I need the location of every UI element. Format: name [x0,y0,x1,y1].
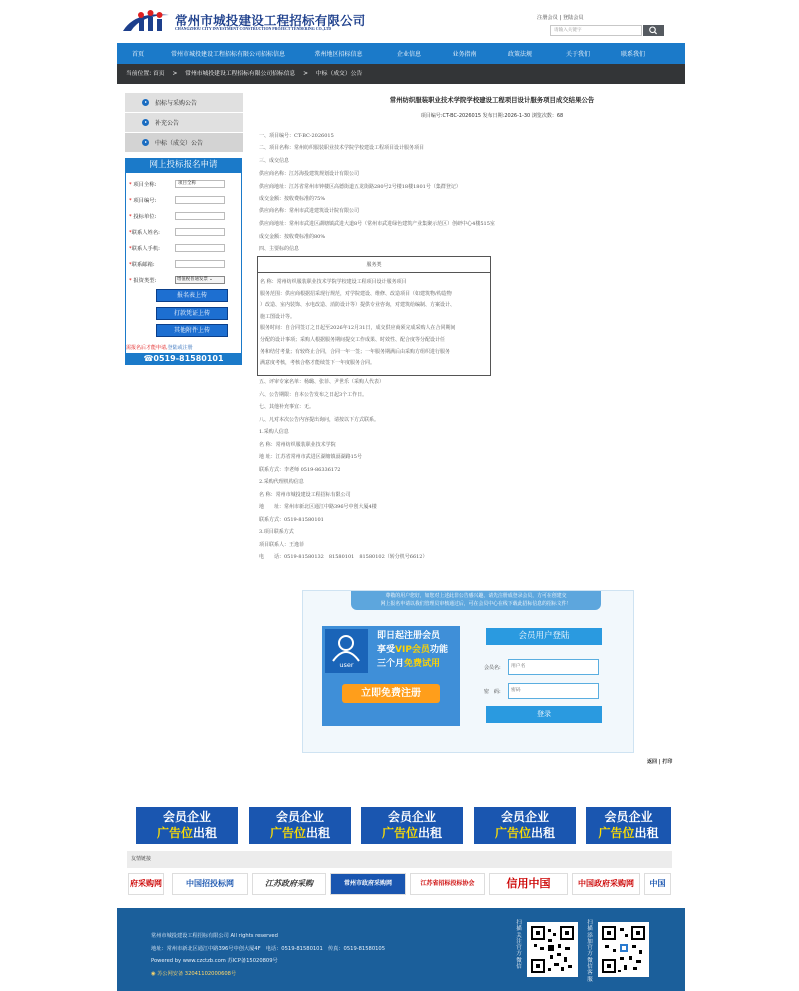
field-label: * 项目全称: [129,182,157,188]
table-cell: 名 称：常州纺织服装职业技术学院学校建设工程项目设计服务项目 服务范围：供应商根据招采现行规范，对学院建设、维修、改造项目（如建筑物/构造物 ）改造、室内装饰、水电改造、消防设计等）提供专业咨询，对建筑给编制、方案设计、 施工图设计等。 服务时间：自合同签订之日起至2026年12月31日，成交供应商须完成采购人在合同期间 分配的设计事项；采购人根据服务期间提交工作成果、时效性、配合度等分配设计任 务和结付考量；有较终止合同，合同一年一签；一年服务期满后由采购方组织进行服务 满意度考核，考核合格才能续签下一年度服务合同。 [260,279,456,367]
login-button[interactable]: 登录 [486,706,602,723]
friend-links-header: 友情链接 [127,851,672,868]
brand-name: 常州市城投建设工程招标有限公司 [175,13,366,28]
article-line: 七、其他补充事宜：无。 [259,404,315,410]
article-line: 四、主要标的信息 [259,246,300,252]
back-print-links: 返回 | 打印 [647,759,673,765]
friend-link-logo[interactable]: 府采购网 [128,873,164,895]
upload-payment-button[interactable]: 打款凭证上传 [156,307,228,320]
nav-policies[interactable]: 政策法规 [507,51,532,58]
article-line: 供应商地址：江苏省常州市钟楼区高德街道五龙街路280号2号楼18楼1801号（集群登记） [259,184,461,190]
member-links [537,14,584,21]
article-line: 五、评审专家名单：杨璐、张菲、尹世乐（采购人代表） [259,379,385,385]
ad-banner[interactable]: 会员企业 广告位出租 [136,807,238,844]
field-label: * 投标单位: [129,214,157,220]
ad-banner[interactable]: 会员企业 广告位出租 [249,807,351,844]
article-line: 地 址：常州市新北区通江中路396号中创大厦4楼 [259,504,377,510]
breadcrumb-label: 当前位置: [126,71,152,77]
field-label: * 报资类型: [129,278,157,284]
breadcrumb-separator: > [172,71,178,77]
article-line: 供应商名称：常州市武进建筑设计院有限公司 [259,208,360,214]
bidder-input[interactable] [175,212,225,220]
breadcrumb-item-award-notice[interactable]: 中标（成交）公告 [315,71,363,77]
company-logo-icon[interactable] [121,9,171,33]
qr-caption: 扫描添加官方微信客服 [587,920,593,983]
nav-about-us[interactable]: 关于我们 [565,51,590,58]
login-link[interactable]: 登陆会员 [562,15,584,21]
friend-link-logo[interactable]: 信用中国 [489,873,568,895]
nav-enterprise-info[interactable]: 企业信息 [396,51,421,58]
project-number-input[interactable] [175,196,225,204]
back-link[interactable]: 返回 [647,759,658,765]
field-label: *联系人姓名: [129,230,160,236]
wechat-service-qr-icon [598,922,649,977]
breadcrumb [117,64,685,84]
vip-promo-banner [322,626,460,726]
sidebar [125,93,243,363]
qr-caption: 扫描关注官方微信 [516,920,522,971]
friend-link-logo[interactable]: 常州市政府采购网 [330,873,406,895]
arrow-circle-icon [142,119,149,126]
online-registration-panel [125,158,242,354]
search-icon [643,25,664,36]
hotline-number: 0519-81580101 [153,354,224,363]
breadcrumb-item-company-tenders[interactable]: 常州市城投建设工程招标有限公司招标信息 [185,71,296,77]
article-line: 成交金额：按收费标准的80% [259,234,326,240]
link-separator: | [559,15,562,21]
login-title: 会员用户登陆 [486,628,602,645]
nav-business-guide[interactable]: 业务指南 [452,51,477,58]
password-label: 密 码: [484,689,501,695]
friend-link-logo[interactable]: 江苏政府采购 [252,873,326,895]
article-line: 八、凡对本次公告内容提出询问，请按以下方式联系。 [259,417,380,423]
article-line: 三、成交信息 [259,158,290,164]
footer-address: 地址：常州市新北区通江中路396号中创大厦4F 电话：0519-81580101 传真：0519-81580105 [151,946,386,952]
arrow-circle-icon [142,139,149,146]
project-name-input[interactable]: 项目全称 [175,180,225,188]
site-footer [117,908,685,991]
article-line: 1.采购人信息 [259,429,289,435]
police-record[interactable]: ◉ 苏公网安备 32041102000608号 [151,971,237,977]
login-or-register-link[interactable]: 登陆或注册 [167,345,193,351]
article-line: 电 话：0519-81580132 81580101 81580102（转分机号6612） [259,554,428,560]
article-line: 二、项目名称：常州纺织服装职业技术学院学校建设工程项目设计服务项目 [259,145,425,151]
sidebar-item-award-notice[interactable] [125,133,243,152]
ad-banner[interactable]: 会员企业 广告位出租 [361,807,463,844]
article-meta: 项目编号:CT-BC-2026015 发布日期:2026-1-30 浏览次数：68 [420,113,564,119]
sidebar-item-label: 补充公告 [155,120,180,127]
ad-banner[interactable]: 会员企业 广告位出租 [474,807,576,844]
username-label: 会员名: [484,665,501,671]
friend-link-logo[interactable]: 中国政府采购网 [572,873,640,895]
breadcrumb-item-home[interactable]: 首页 [153,71,165,77]
field-label: *联系人手机: [129,246,160,252]
contact-phone-input[interactable] [175,244,225,252]
search-button[interactable] [643,25,664,36]
article-line: 成交金额：按收费标准的75% [259,196,326,202]
page-title: 常州纺织服装职业技术学院学校建设工程项目设计服务项目成交结果公告 [389,96,595,104]
field-label: * 项目编号: [129,198,157,204]
service-info-table [257,256,491,376]
table-header: 服务类 [258,257,490,273]
friend-link-logo[interactable]: 江苏省招标投标协会 [410,873,485,895]
nav-company-tenders[interactable]: 常州市城投建设工程招标有限公司招标信息 [170,51,285,58]
sidebar-item-tender-notice[interactable] [125,93,243,112]
wechat-official-qr-icon [527,922,578,977]
arrow-circle-icon [142,99,149,106]
user-icon-caption: user [339,661,354,669]
member-login-box [302,590,634,753]
sidebar-item-supplementary-notice[interactable] [125,113,243,132]
nav-contact-us[interactable]: 联系我们 [620,51,645,58]
main-nav [117,43,685,64]
user-icon [325,629,368,673]
chevron-down-icon: ⌄ [209,277,213,282]
nav-local-tenders[interactable]: 常州地区招标信息 [314,51,363,58]
article-line: 3.项目联系方式 [259,529,294,535]
site-header [117,0,685,42]
upload-attachments-button[interactable]: 其他附件上传 [156,324,228,337]
nav-home[interactable]: 首页 [131,51,144,58]
username-input[interactable]: 用户名 [508,659,599,675]
register-link[interactable]: 注册会员 [537,15,558,21]
login-tip: 尊敬的用户您好，如您对上述此非公告感兴趣，请先注册成登录会员，方可在创建交 网上报名申请以我们管理员审核通过后，可在会员中心在线下载此招标信息的招标文件！ [351,591,601,610]
field-label: *联系邮箱: [129,262,155,268]
print-link[interactable]: 打印 [662,759,673,765]
contact-name-input[interactable] [175,228,225,236]
upload-form-button[interactable]: 报名表上传 [156,289,228,302]
article-line: 联系方式：0519-81580101 [259,517,324,523]
phone-icon: ☎ [143,354,154,363]
article-line: 地 址：江苏省常州市武进区湖塘镇滆湖路15号 [259,454,362,460]
article-line: 供应商名称：江苏海投建筑规划设计有限公司 [259,171,360,177]
police-badge-icon: ◉ [151,971,156,977]
article-line: 项目联系人：王逸菲 [259,542,305,548]
registration-title: 网上投标报名申请 [126,158,241,173]
search-input[interactable]: 请输入关键字 [550,25,642,36]
article-line: 联系方式：李老师 0519-86336172 [259,467,341,473]
sidebar-item-label: 招标与采购公告 [155,100,198,107]
friend-link-logo[interactable]: 中国 [644,873,671,895]
article-line: 名 称：常州市城投建设工程招标有限公司 [259,492,351,498]
password-input[interactable]: 密码 [508,683,599,699]
vip-promo-text: 即日起注册会员 享受VIP会员功能 三个月免费试用 [377,631,448,669]
article-line: 一、项目编号：CT-BC-2026015 [259,133,334,139]
breadcrumb-separator: > [303,71,309,77]
icp-record[interactable]: Powered by www.czctzb.com 苏ICP备15020809号 [151,958,278,964]
article-line: 名 称：常州纺织服装职业技术学院 [259,442,336,448]
article-line: 2.采购代理机构信息 [259,479,304,485]
contact-email-input[interactable] [175,260,225,268]
article-line: 供应商地址：常州市武进区湖塘镇武进大道8号（常州市武进绿色建筑产业集聚示范区）创研中心4楼515室 [259,221,495,227]
ad-banner[interactable]: 会员企业 广告位出租 [586,807,671,844]
invoice-type-select[interactable]: 增值税普通发票 ⌄ [175,276,225,284]
login-required-note: 需报名后才能申请,登陆或注册 [126,345,193,351]
brand-name-english: CHANGZHOU CITY INVESTMENT CONSTRUCTION PROJECT TENDERING CO.,LTD [175,27,332,31]
friend-link-logo[interactable]: 中国招投标网 [172,873,248,895]
article [257,95,677,560]
sidebar-item-label: 中标（成交）公告 [155,140,204,147]
article-line: 六、公告期限：自本公告发布之日起3个工作日。 [259,392,368,398]
hotline-banner [125,353,242,365]
copyright-text: 常州市城投建设工程招标有限公司 All rights reserved [151,933,278,939]
free-register-button[interactable]: 立即免费注册 [342,684,440,703]
